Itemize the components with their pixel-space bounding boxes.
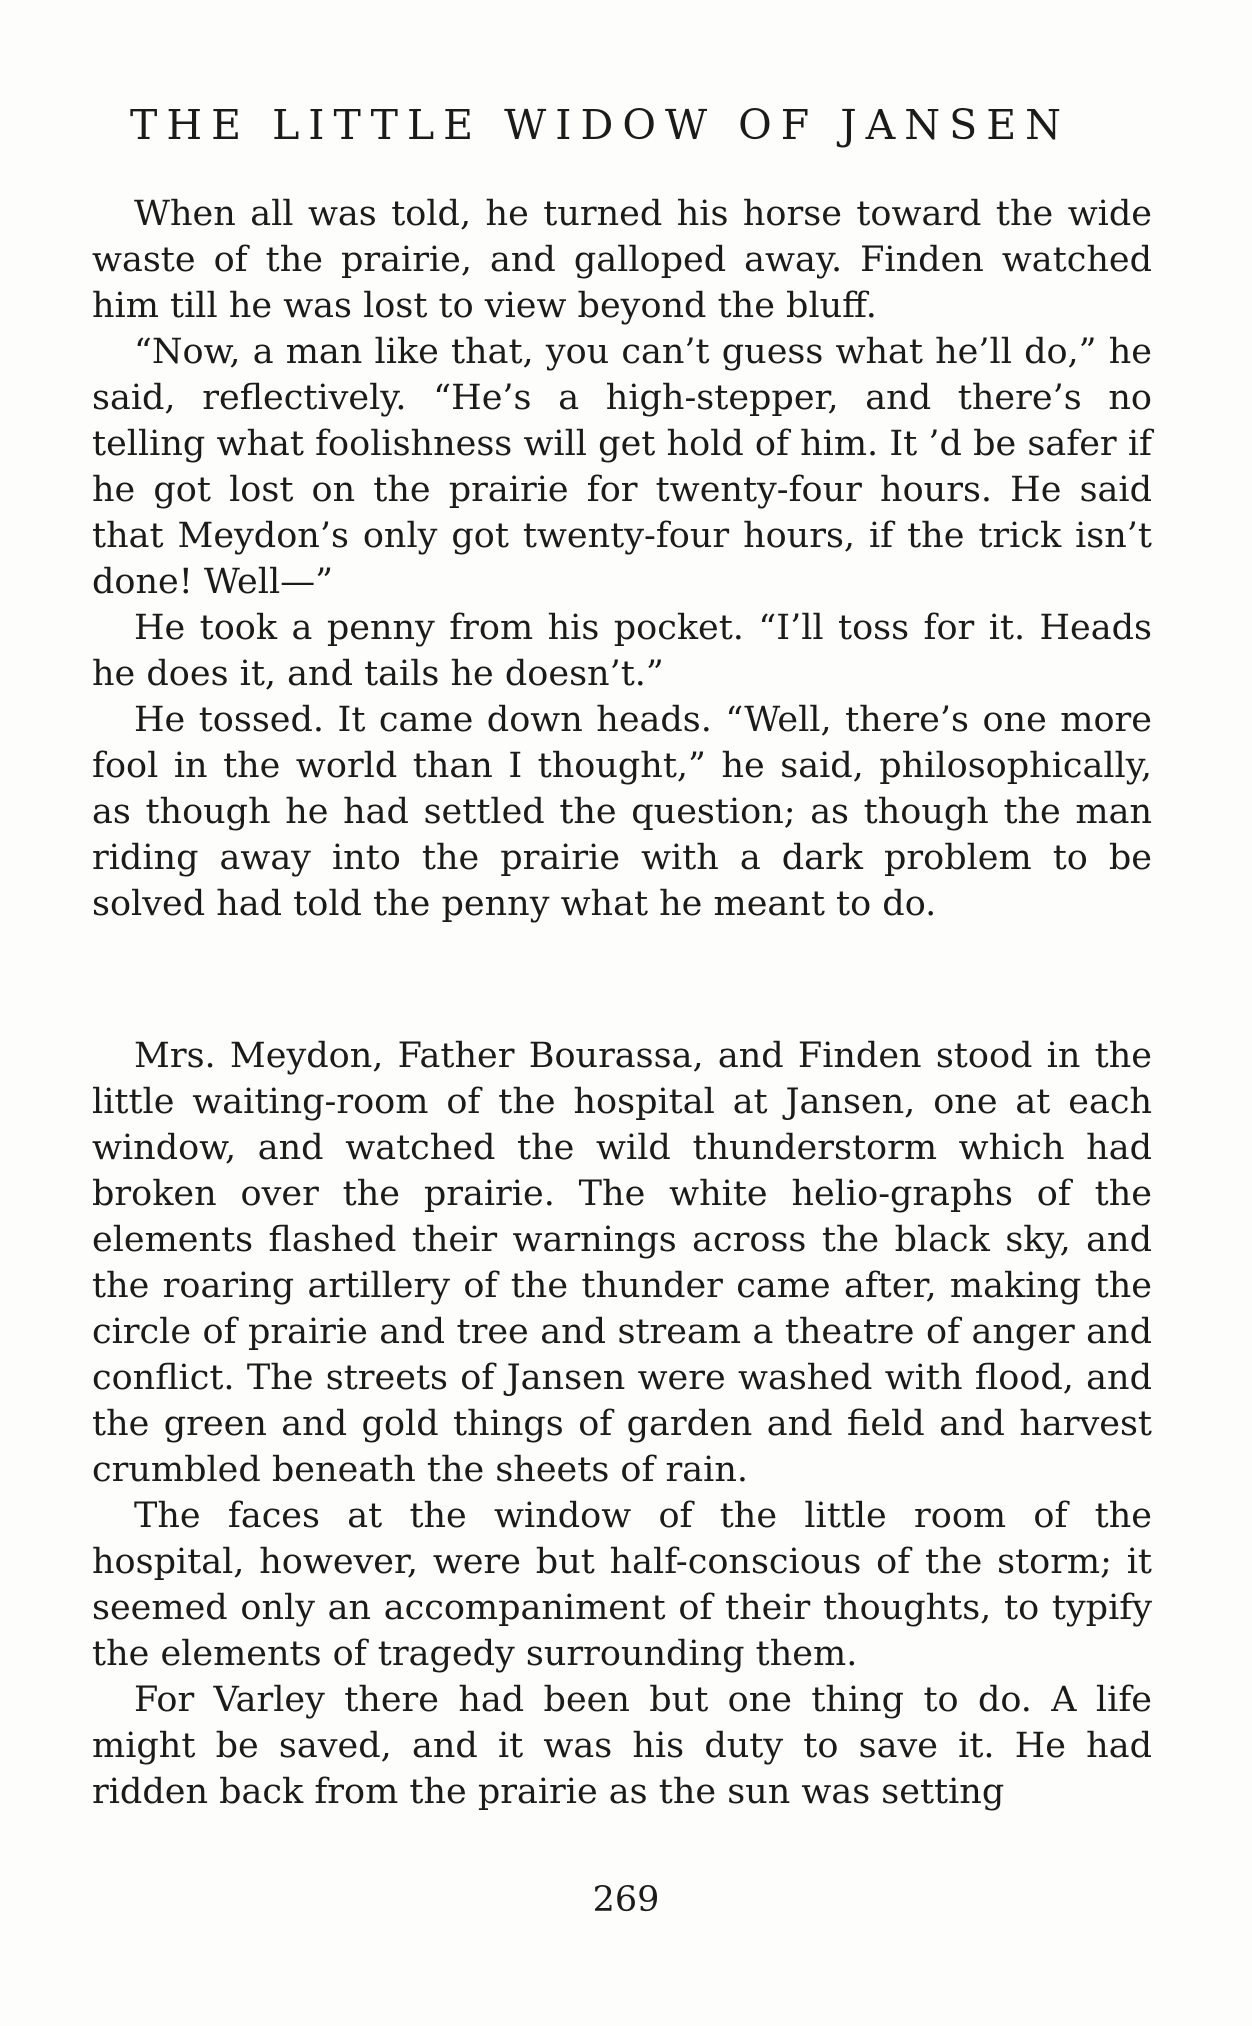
page-number: 269 bbox=[592, 1880, 660, 1920]
paragraph: “Now, a man like that, you can’t guess what he’ll do,” he said, reflectively. “He’s a high-stepper, and there’s no telling what foolishness will get hold of him. It ’d be safer if he got lost on the prairie for twenty-four hours. He said that Meydon’s only got twenty-four hours, if the trick isn’t done! Well—” bbox=[92, 332, 1152, 602]
section-2 bbox=[92, 1033, 1152, 1815]
running-head: THE LITTLE WIDOW OF JANSEN bbox=[130, 101, 1071, 149]
paragraph: He took a penny from his pocket. “I’ll toss for it. Heads he does it, and tails he doesn’t.” bbox=[92, 608, 1152, 694]
paragraph: The faces at the window of the little room of the hospital, however, were but half-conscious of the storm; it seemed only an accompaniment of their thoughts, to typify the elements of tragedy surrounding them. bbox=[92, 1496, 1152, 1674]
paragraph: He tossed. It came down heads. “Well, there’s one more fool in the world than I thought,” he said, philosophically, as though he had settled the question; as though the man riding away into the prairie with a dark problem to be solved had told the penny what he meant to do. bbox=[92, 700, 1152, 924]
section-1 bbox=[92, 191, 1152, 927]
paragraph: When all was told, he turned his horse toward the wide waste of the prairie, and galloped away. Finden watched him till he was lost to view beyond the bluff. bbox=[92, 194, 1152, 326]
paragraph: For Varley there had been but one thing to do. A life might be saved, and it was his duty to save it. He had ridden back from the prairie as the sun was setting bbox=[92, 1680, 1152, 1812]
paragraph: Mrs. Meydon, Father Bourassa, and Finden stood in the little waiting-room of the hospital at Jansen, one at each window, and watched the wild thunderstorm which had broken over the prairie. The white helio-graphs of the elements flashed their warnings across the black sky, and the roaring artillery of the thunder came after, making the circle of prairie and tree and stream a theatre of anger and conflict. The streets of Jansen were washed with flood, and the green and gold things of garden and field and harvest crumbled beneath the sheets of rain. bbox=[92, 1036, 1152, 1490]
